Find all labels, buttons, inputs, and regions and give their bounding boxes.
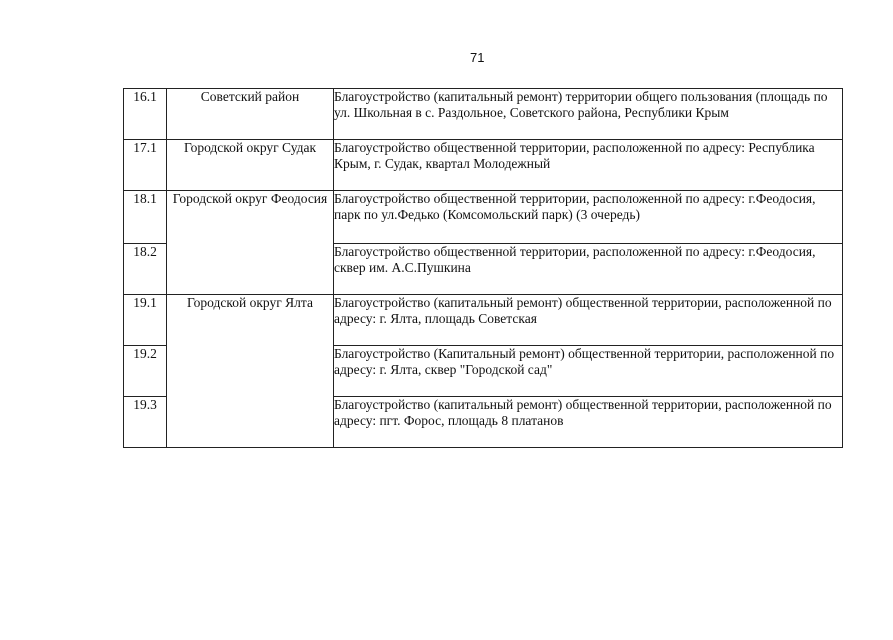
description-text: Благоустройство (капитальный ремонт) территории общего пользования (площадь по ул. Школьная в с. Раздольное, Советского района, Республики Крым: [334, 89, 828, 120]
description-text: Благоустройство общественной территории, расположенной по адресу: Республика Крым, г. Судак, квартал Молодежный: [334, 140, 815, 171]
description-cell: [334, 140, 843, 191]
row-number: 16.1: [124, 89, 167, 140]
row-number: 18.2: [124, 244, 167, 295]
table-row: [124, 191, 843, 244]
description-text: Благоустройство общественной территории, расположенной по адресу: г.Феодосия, парк по ул.Федько (Комсомольский парк) (3 очередь): [334, 191, 816, 222]
row-number: 19.3: [124, 397, 167, 448]
district-cell: Советский район: [167, 89, 334, 140]
row-number: 19.2: [124, 346, 167, 397]
page-number: 71: [470, 50, 485, 65]
description-cell: [334, 244, 843, 295]
description-text: Благоустройство (капитальный ремонт) общественной территории, расположенной по адресу: пгт. Форос, площадь 8 платанов: [334, 397, 832, 428]
description-cell: [334, 89, 843, 140]
table-row: [124, 140, 843, 191]
row-number: 19.1: [124, 295, 167, 346]
district-cell: Городской округ Судак: [167, 140, 334, 191]
description-text: Благоустройство (Капитальный ремонт) общественной территории, расположенной по адресу: г. Ялта, сквер "Городской сад": [334, 346, 835, 377]
description-cell: [334, 397, 843, 448]
table-row: [124, 295, 843, 346]
description-text: Благоустройство общественной территории, расположенной по адресу: г.Феодосия, сквер им. А.С.Пушкина: [334, 244, 816, 275]
description-text: Благоустройство (капитальный ремонт) общественной территории, расположенной по адресу: г. Ялта, площадь Советская: [334, 295, 832, 326]
row-number: 18.1: [124, 191, 167, 244]
projects-table: [123, 88, 843, 448]
district-cell: Городской округ Ялта: [167, 295, 334, 448]
description-cell: [334, 295, 843, 346]
row-number: 17.1: [124, 140, 167, 191]
table-row: [124, 89, 843, 140]
description-cell: [334, 346, 843, 397]
description-cell: [334, 191, 843, 244]
district-cell: Городской округ Феодосия: [167, 191, 334, 295]
